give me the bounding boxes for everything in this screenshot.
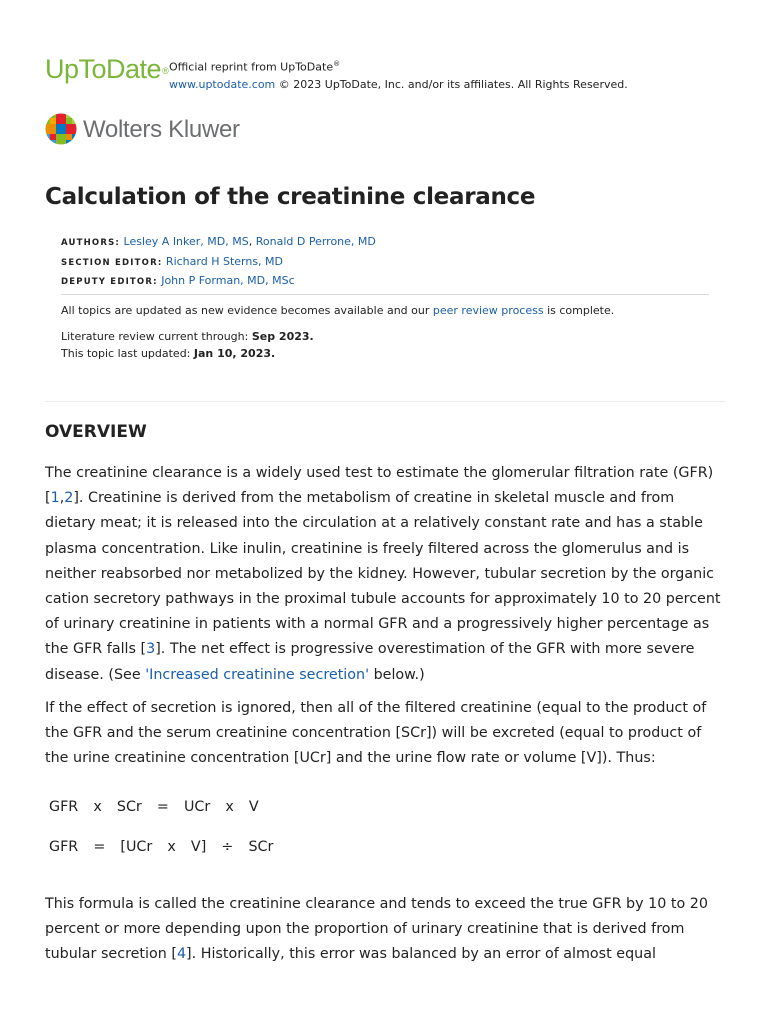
see-section-link[interactable]: 'Increased creatinine secretion': [145, 666, 370, 683]
deputy-editor-label: DEPUTY EDITOR:: [61, 277, 158, 287]
authors-row: AUTHORS: Lesley A Inker, MD, MS, Ronald D Perrone, MD: [61, 235, 376, 248]
reference-link-2[interactable]: 2: [64, 490, 74, 507]
author-link-perrone[interactable]: Ronald D Perrone, MD: [255, 235, 376, 248]
author-link-inker[interactable]: Lesley A Inker, MD, MS: [123, 235, 249, 248]
reprint-line: Official reprint from UpToDate: [169, 60, 334, 74]
divider: [45, 401, 725, 402]
section-editor-label: SECTION EDITOR:: [61, 257, 163, 268]
contributors-block: [61, 233, 376, 292]
reprint-header: [45, 54, 735, 94]
divider: [61, 294, 709, 295]
reference-link-4[interactable]: 4: [176, 946, 187, 963]
copyright-text: © 2023 UpToDate, Inc. and/or its affiliates. All Rights Reserved.: [275, 77, 628, 91]
formula-line-1: GFR x SCr = UCr x V: [49, 799, 259, 815]
update-note: All topics are updated as new evidence becomes available and our peer review process is complete.: [61, 304, 615, 317]
deputy-editor-row: [61, 272, 376, 292]
wolters-kluwer-logo: [45, 113, 305, 147]
deputy-editor-link[interactable]: John P Forman, MD, MSc: [161, 274, 295, 287]
section-heading-overview: OVERVIEW: [45, 422, 147, 442]
overview-paragraph-1: The creatinine clearance is a widely used test to estimate the glomerular filtration rate (GFR) [1,2]. Creatinine is derived from the metabolism of creatine in skeletal muscle and from dietary meat; it is released into the circulation at a relatively constant rate and has a stable plasma concentration. Like inulin, creatinine is freely filtered across the glomerulus and is neither reabsorbed nor metabolized by the kidney. However, tubular secretion by the organic cation secretory pathways in the proximal tubule accounts for approximately 10 to 20 percent of urinary creatinine in patients with a normal GFR and a progressively higher percentage as the GFR falls [3]. The net effect is progressive overestimation of the GFR with more severe disease. (See 'Increased creatinine secretion' below.): [45, 465, 721, 683]
reprint-notice: Official reprint from UpToDate® www.uptodate.com © 2023 UpToDate, Inc. and/or its affiliates. All Rights Reserved.: [169, 60, 628, 91]
section-editor-row: [61, 253, 376, 273]
peer-review-link[interactable]: peer review process: [432, 304, 544, 317]
uptodate-logo[interactable]: UpToDate®: [45, 54, 169, 84]
publisher-name: Wolters Kluwer: [83, 116, 240, 143]
page-title: Calculation of the creatinine clearance: [45, 184, 536, 210]
wolters-kluwer-logo-icon: [45, 113, 77, 145]
overview-paragraph-3: This formula is called the creatinine clearance and tends to exceed the true GFR by 10 to 20 percent or more depending upon the proportion of urinary creatinine that is derived from tubular secretion [4]. Historically, this error was balanced by an error of almost equal: [45, 896, 708, 963]
last-updated: This topic last updated: Jan 10, 2023.: [61, 347, 276, 360]
site-link[interactable]: www.uptodate.com: [169, 77, 276, 91]
formula-line-2: GFR = [UCr x V] ÷ SCr: [49, 839, 274, 855]
topic-meta: [61, 302, 721, 363]
authors-label: AUTHORS:: [61, 238, 121, 248]
reference-link-3[interactable]: 3: [146, 641, 156, 658]
overview-paragraph-2: If the effect of secretion is ignored, then all of the filtered creatinine (equal to the product of the GFR and the serum creatinine concentration [SCr]) will be excreted (equal to product of the urine creatinine concentration [UCr] and the urine flow rate or volume [V]). Thus:: [45, 699, 707, 767]
literature-review: Literature review current through: Sep 2023.: [61, 329, 314, 343]
reference-link-1[interactable]: 1: [50, 490, 60, 507]
overview-body: [45, 461, 729, 779]
section-editor-link[interactable]: Richard H Sterns, MD: [165, 254, 284, 268]
overview-body-continued: [45, 892, 729, 976]
